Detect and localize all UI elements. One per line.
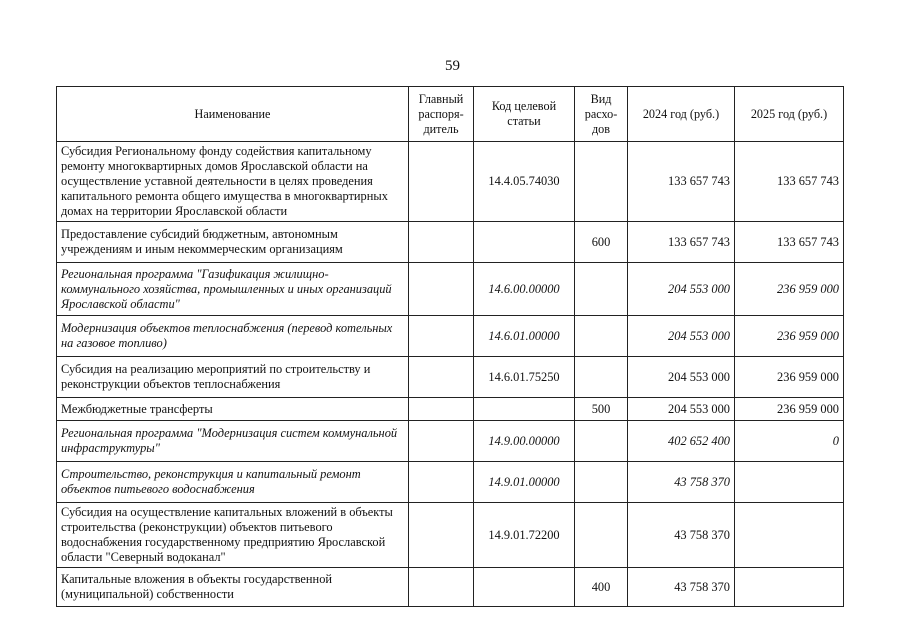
row-code: 14.4.05.74030 [474,142,575,222]
row-code: 14.6.01.75250 [474,357,575,398]
row-admin [409,503,474,568]
table-row [57,462,844,503]
row-admin [409,263,474,316]
row-kind [575,263,628,316]
row-code: 14.9.01.72200 [474,503,575,568]
row-2024: 43 758 370 [628,568,735,607]
row-2024: 204 553 000 [628,263,735,316]
row-2025: 133 657 743 [735,222,844,263]
row-kind: 600 [575,222,628,263]
table-header-row [57,87,844,142]
row-2025: 236 959 000 [735,316,844,357]
row-kind [575,421,628,462]
row-2024: 43 758 370 [628,503,735,568]
row-2025 [735,568,844,607]
budget-table [56,86,844,607]
table-row [57,503,844,568]
row-code: 14.6.00.00000 [474,263,575,316]
row-name: Предоставление субсидий бюджетным, автономным учреждениям и иным некоммерческим организациям [57,222,409,263]
table-row [57,421,844,462]
row-2024: 204 553 000 [628,357,735,398]
row-2024: 204 553 000 [628,316,735,357]
row-code [474,398,575,421]
row-name: Субсидия на осуществление капитальных вложений в объекты строительства (реконструкции) объектов питьевого водоснабжения государственному предприятию Ярославской области "Северный водоканал" [57,503,409,568]
row-name: Межбюджетные трансферты [57,398,409,421]
table-row [57,263,844,316]
table-row [57,222,844,263]
row-name: Капитальные вложения в объекты государственной (муниципальной) собственности [57,568,409,607]
row-2024: 402 652 400 [628,421,735,462]
row-code: 14.6.01.00000 [474,316,575,357]
row-2025: 236 959 000 [735,398,844,421]
header-admin: Главный распоря-дитель [409,87,474,142]
row-name: Строительство, реконструкция и капитальный ремонт объектов питьевого водоснабжения [57,462,409,503]
row-2024: 133 657 743 [628,222,735,263]
table-row [57,316,844,357]
row-admin [409,222,474,263]
row-2024: 43 758 370 [628,462,735,503]
row-code [474,568,575,607]
row-admin [409,421,474,462]
row-2025: 0 [735,421,844,462]
row-admin [409,568,474,607]
table-row [57,568,844,607]
header-kind: Вид расхо-дов [575,87,628,142]
row-2025: 236 959 000 [735,357,844,398]
row-kind: 400 [575,568,628,607]
row-kind [575,142,628,222]
table-row [57,142,844,222]
row-2025: 133 657 743 [735,142,844,222]
row-admin [409,142,474,222]
row-admin [409,398,474,421]
header-code: Код целевой статьи [474,87,575,142]
row-2025 [735,503,844,568]
row-admin [409,316,474,357]
row-kind [575,503,628,568]
row-admin [409,462,474,503]
row-admin [409,357,474,398]
row-2025: 236 959 000 [735,263,844,316]
row-name: Субсидия Региональному фонду содействия капитальному ремонту многоквартирных домов Ярославской области на осуществление уставной деятельности в целях проведения капитального ремонта общего имущества в многоквартирных домах на территории Ярославской области [57,142,409,222]
row-kind: 500 [575,398,628,421]
row-name: Субсидия на реализацию мероприятий по строительству и реконструкции объектов теплоснабжения [57,357,409,398]
row-code [474,222,575,263]
row-name: Модернизация объектов теплоснабжения (перевод котельных на газовое топливо) [57,316,409,357]
row-2025 [735,462,844,503]
page-number: 59 [445,58,460,74]
table-row [57,357,844,398]
table-row [57,398,844,421]
row-2024: 133 657 743 [628,142,735,222]
row-code: 14.9.01.00000 [474,462,575,503]
header-2024: 2024 год (руб.) [628,87,735,142]
header-name: Наименование [57,87,409,142]
row-kind [575,462,628,503]
row-kind [575,357,628,398]
row-kind [575,316,628,357]
row-name: Региональная программа "Газификация жилищно-коммунального хозяйства, промышленных и иных организаций Ярославской области" [57,263,409,316]
header-2025: 2025 год (руб.) [735,87,844,142]
row-2024: 204 553 000 [628,398,735,421]
row-name: Региональная программа "Модернизация систем коммунальной инфраструктуры" [57,421,409,462]
row-code: 14.9.00.00000 [474,421,575,462]
